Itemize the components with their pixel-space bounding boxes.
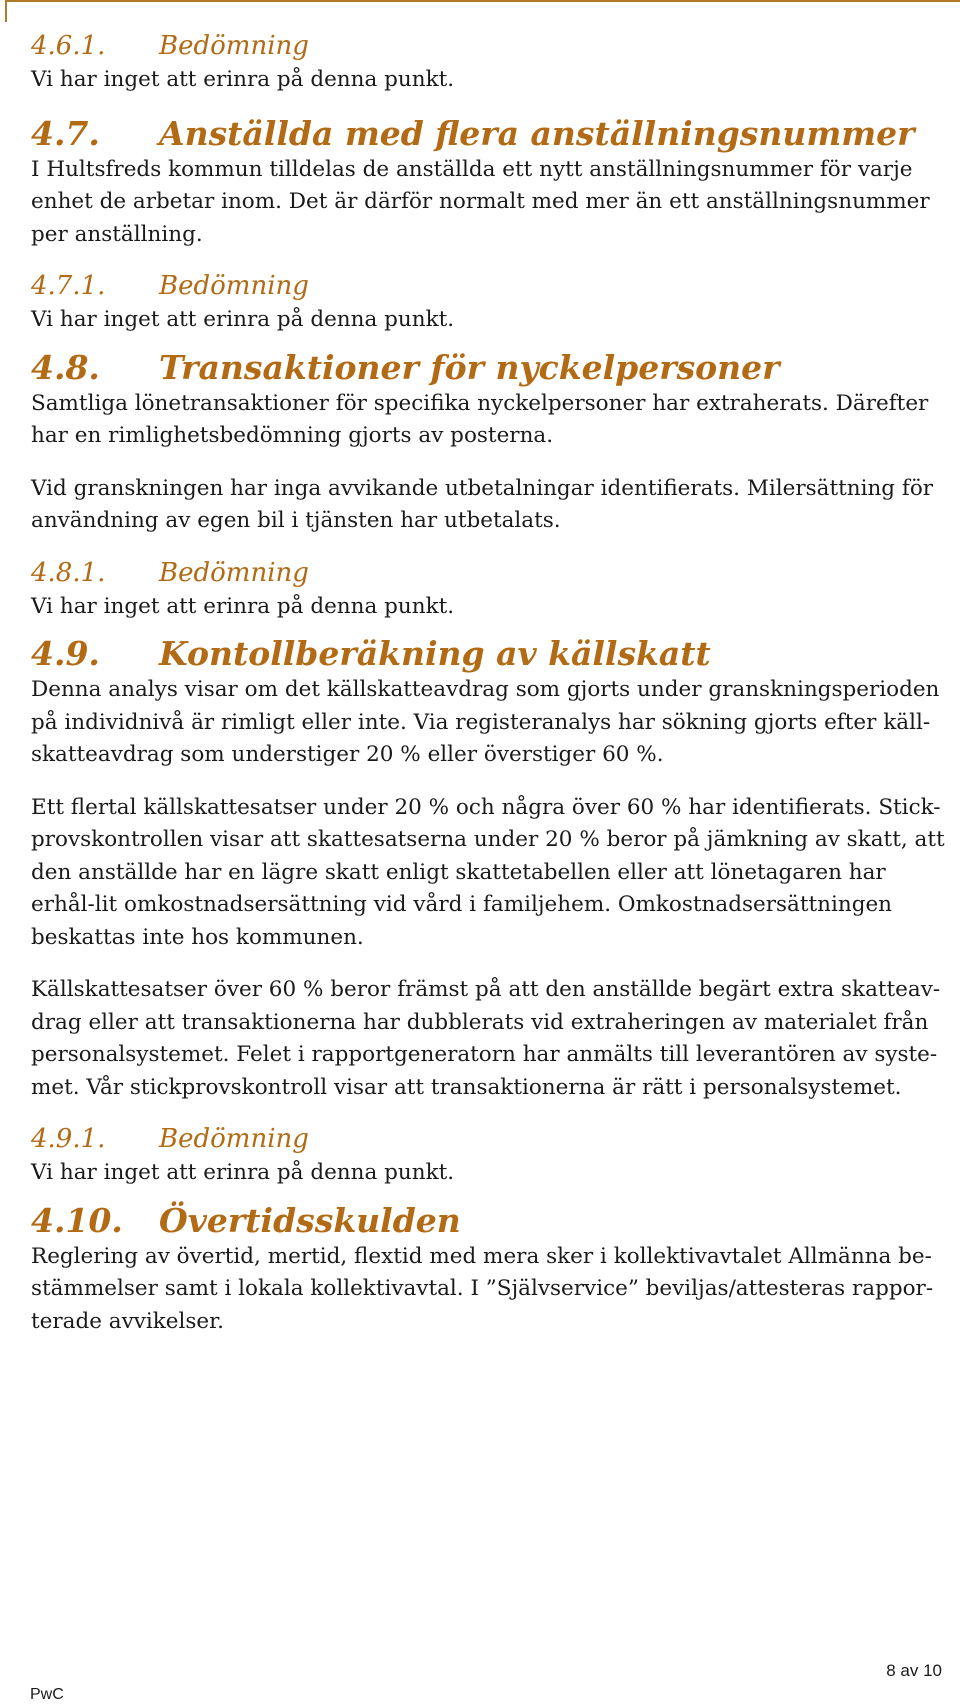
- paragraph: Källskattesatser över 60 % beror främst på att den anställde begärt extra skatteav-drag eller att transaktionerna har dubblerats vid extraheringen av materialet från personalsystemet. Felet i rapportgeneratorn har anmälts till leverantören av syste-met. Vår stickprovskontroll visar att transaktionerna är rätt i personalsystemet.: [31, 977, 941, 1100]
- subheading-4-7-1: [31, 270, 946, 302]
- section-number: 4.10.: [31, 1200, 123, 1240]
- paragraph: Vi har inget att erinra på denna punkt.: [31, 1160, 455, 1185]
- heading-4-9: [31, 634, 946, 674]
- paragraph: Vi har inget att erinra på denna punkt.: [31, 593, 455, 619]
- section-title: Bedömning: [159, 1124, 309, 1154]
- subheading-4-8-1: [31, 557, 946, 589]
- section-title: Bedömning: [159, 271, 309, 301]
- paragraph: Reglering av övertid, mertid, flextid med mera sker i kollektivavtalet Allmänna be-stämmelser samt i lokala kollektivavtal. I ”Självservice” beviljas/attesteras rappor-terade avvikelser.: [31, 1243, 934, 1334]
- heading-4-7: [31, 114, 946, 154]
- page-frame-left-rule: [5, 0, 7, 22]
- section-title: Övertidsskulden: [159, 1200, 461, 1240]
- paragraph: Samtliga lönetransaktioner för specifika nyckelpersoner har extraherats. Därefter har en rimlighetsbedömning gjorts av posterna.: [31, 390, 929, 448]
- section-title: Bedömning: [159, 557, 309, 588]
- section-number: 4.6.1.: [31, 31, 106, 61]
- pwc-logo: PwC: [30, 1686, 64, 1703]
- paragraph: Denna analys visar om det källskatteavdrag som gjorts under granskningsperioden på individnivå är rimligt eller inte. Via registeranalys har sökning gjorts efter käll-skatteavdrag som understiger 20 % eller överstiger 60 %.: [31, 677, 940, 767]
- section-title: Transaktioner för nyckelpersoner: [159, 347, 780, 387]
- paragraph: Vi har inget att erinra på denna punkt.: [31, 307, 455, 332]
- heading-4-8: [31, 348, 946, 388]
- heading-4-10: [31, 1201, 946, 1241]
- paragraph: Ett flertal källskattesatser under 20 % och några över 60 % har identifierats. Stick-provskontrollen visar att skattesatserna under 20 % beror på jämkning av skatt, att den anställde har en lägre skatt enligt skattetabellen eller att lönetagaren har erhål-lit omkostnadsersättning vid vård i familjehem. Omkostnadsersättningen beskattas inte hos kommunen.: [31, 794, 945, 950]
- paragraph: I Hultsfreds kommun tilldelas de anställda ett nytt anställningsnummer för varje enhet de arbetar inom. Det är därför normalt med mer än ett anställningsnummer per anställning.: [31, 156, 930, 247]
- section-number: 4.8.: [31, 347, 100, 387]
- section-number: 4.8.1.: [31, 557, 106, 588]
- section-number: 4.9.: [31, 634, 100, 673]
- subheading-4-6-1: [31, 30, 946, 62]
- paragraph: Vid granskningen har inga avvikande utbetalningar identifierats. Milersättning för användning av egen bil i tjänsten har utbetalats.: [31, 475, 934, 533]
- paragraph: Vi har inget att erinra på denna punkt.: [31, 67, 455, 92]
- document-body: [31, 30, 946, 1338]
- section-title: Bedömning: [159, 31, 309, 61]
- section-number: 4.7.1.: [31, 271, 106, 301]
- section-title: Anställda med flera anställningsnummer: [159, 113, 915, 153]
- subheading-4-9-1: [31, 1123, 946, 1155]
- page-number: 8 av 10: [886, 1661, 942, 1680]
- section-number: 4.9.1.: [31, 1124, 106, 1154]
- section-number: 4.7.: [31, 113, 100, 153]
- page-frame-top-rule: [5, 0, 960, 2]
- section-title: Kontollberäkning av källskatt: [159, 634, 711, 673]
